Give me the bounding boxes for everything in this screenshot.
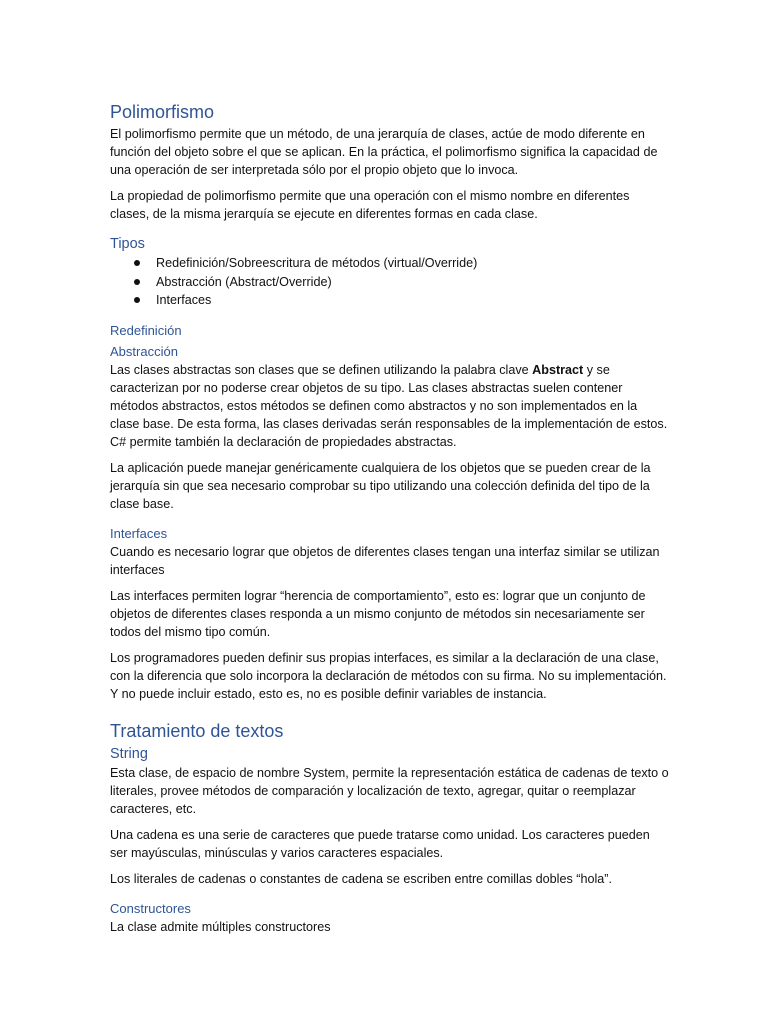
paragraph-abstraccion-2: La aplicación puede manejar genéricamente cualquiera de los objetos que se pueden crear de la jerarquía sin que sea necesario comprobar su tipo utilizando una colección definida del tipo de la clase base. <box>110 460 651 511</box>
heading-tipos: Tipos <box>110 236 145 252</box>
heading-redefinicion: Redefinición <box>110 322 182 338</box>
paragraph-interfaces-3: Los programadores pueden definir sus propias interfaces, es similar a la declaración de una clase, con la diferencia que solo incorpora la declaración de métodos con su firma. No su implementación. Y no puede incluir estado, esto es, no es posible definir variables de instancia. <box>110 650 667 701</box>
bullet-icon <box>134 297 140 303</box>
keyword-abstract: Abstract <box>532 362 584 377</box>
heading-abstraccion: Abstracción <box>110 343 178 359</box>
list-item: Redefinición/Sobreescritura de métodos (virtual/Override) <box>110 254 670 273</box>
bullet-icon <box>134 260 140 266</box>
heading-interfaces: Interfaces <box>110 525 168 541</box>
paragraph-interfaces-2: Las interfaces permiten lograr “herencia de comportamiento”, esto es: lograr que un conjunto de objetos de diferentes clases responda a un mismo conjunto de métodos sin necesariamente ser todos del mismo tipo común. <box>110 588 646 639</box>
paragraph-string-1: Esta clase, de espacio de nombre System, permite la representación estática de cadenas de texto o literales, provee métodos de comparación y localización de texto, agregar, quitar o reemplazar caracteres, etc. <box>110 765 669 816</box>
paragraph-string-2: Una cadena es una serie de caracteres que puede tratarse como unidad. Los caracteres pueden ser mayúsculas, minúsculas y varios caracteres espaciales. <box>110 827 650 860</box>
tipos-list <box>110 254 670 310</box>
paragraph-abstraccion-1: Las clases abstractas son clases que se definen utilizando la palabra clave Abstract y se caracterizan por no poderse crear objetos de su tipo. Las clases abstractas suelen contener métodos abstractos, estos métodos se definen como abstractos y no son implementados en la clase base. De esta forma, las clases derivadas serán responsables de la implementación de estos. C# permite también la declaración de propiedades abstractas. <box>110 362 668 449</box>
heading-tratamiento-textos: Tratamiento de textos <box>110 720 284 741</box>
paragraph-polimorfismo-1: El polimorfismo permite que un método, de una jerarquía de clases, actúe de modo diferente en función del objeto sobre el que se aplican. En la práctica, el polimorfismo significa la capacidad de una operación de ser interpretada sólo por el propio objeto que lo invoca. <box>110 127 658 177</box>
heading-string: String <box>110 745 148 762</box>
heading-polimorfismo: Polimorfismo <box>110 102 215 122</box>
list-item: Interfaces <box>110 291 670 310</box>
list-item: Abstracción (Abstract/Override) <box>110 273 670 292</box>
paragraph-constructores-1: La clase admite múltiples constructores <box>110 919 331 934</box>
paragraph-string-3: Los literales de cadenas o constantes de cadena se escriben entre comillas dobles “hola”. <box>110 871 612 886</box>
heading-constructores: Constructores <box>110 900 191 916</box>
document-body <box>110 100 670 944</box>
bullet-icon <box>134 279 140 285</box>
paragraph-interfaces-1: Cuando es necesario lograr que objetos de diferentes clases tengan una interfaz similar se utilizan interfaces <box>110 544 660 577</box>
paragraph-polimorfismo-2: La propiedad de polimorfismo permite que una operación con el mismo nombre en diferentes clases, de la misma jerarquía se ejecute en diferentes formas en cada clase. <box>110 189 630 221</box>
